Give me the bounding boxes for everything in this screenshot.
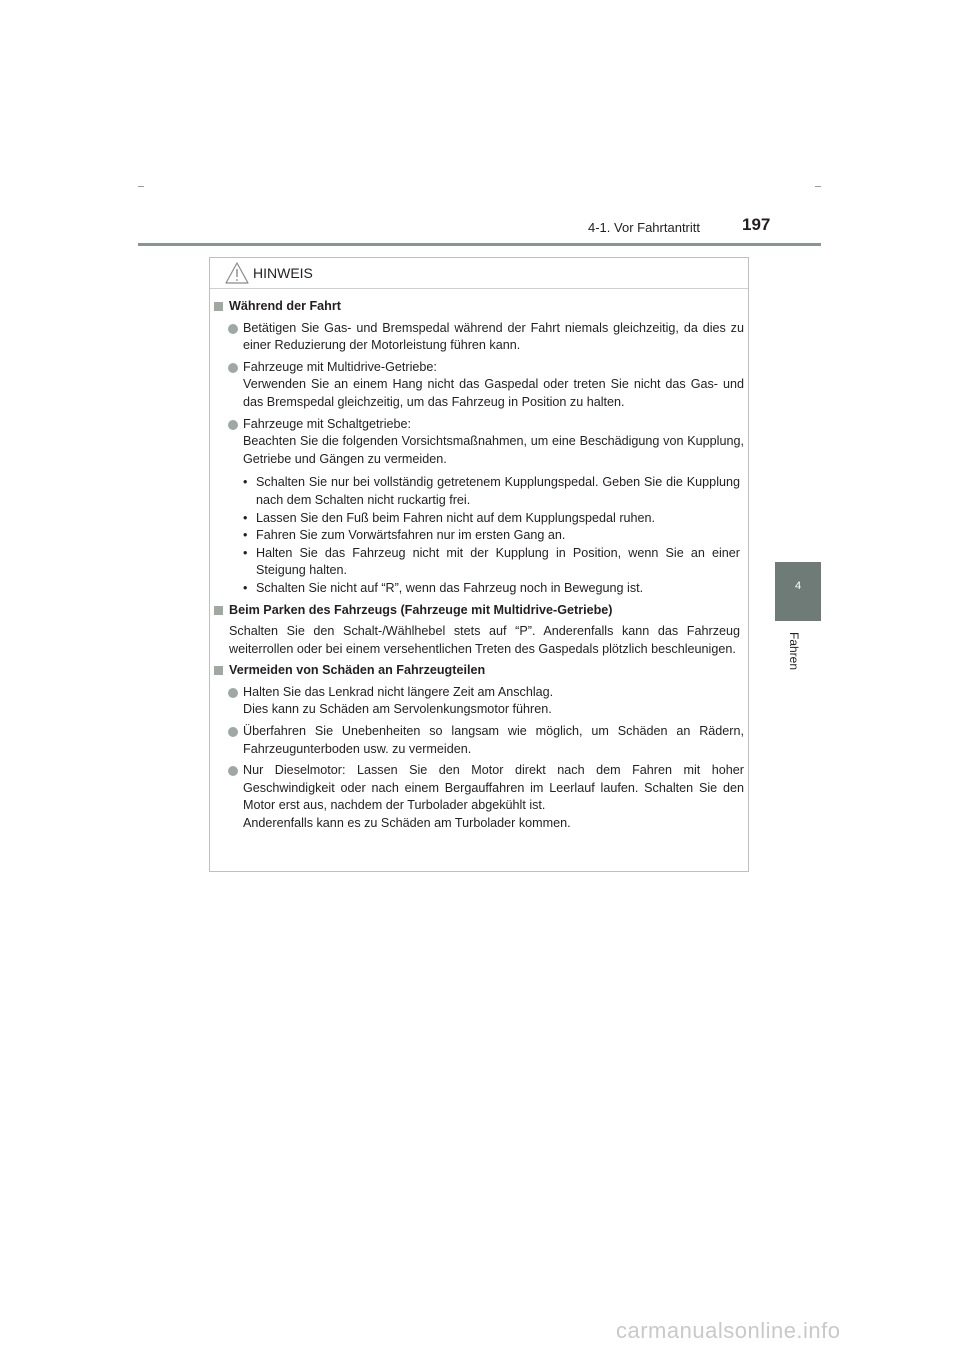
dot-marker: • [243, 580, 248, 595]
section-heading: Vermeiden von Schäden an Fahrzeugteilen [210, 662, 750, 680]
round-bullet-icon [228, 688, 238, 698]
chapter-tab [775, 562, 821, 621]
dot-marker: • [243, 510, 248, 525]
notice-content [210, 298, 750, 837]
round-bullet-icon [228, 363, 238, 373]
chapter-number: 4 [794, 580, 802, 592]
round-bullet-icon [228, 324, 238, 334]
chapter-label: Fahren [787, 632, 801, 671]
round-bullet-icon [228, 766, 238, 776]
notice-title: HINWEIS [253, 265, 313, 281]
section-paragraph: Schalten Sie den Schalt-/Wählhebel stets auf “P”. Anderenfalls kann das Fahrzeug weiterrollen oder bei einem versehentlichen Treten des Gaspedals plötzlich beschleunigen. [229, 624, 740, 656]
sub-list-item: • Schalten Sie nur bei vollständig getretenem Kupplungspedal. Geben Sie die Kupplung nach dem Schalten nicht ruckartig frei. [243, 475, 740, 507]
section-title: 4-1. Vor Fahrtantritt [588, 220, 700, 235]
list-item: Halten Sie das Lenkrad nicht längere Zeit am Anschlag. Dies kann zu Schäden am Servolenkungsmotor führen. [210, 684, 750, 719]
page-number: 197 [742, 215, 771, 234]
dot-marker: • [243, 475, 248, 490]
square-bullet-icon [214, 666, 223, 675]
notice-header [210, 258, 748, 289]
crop-mark-right [815, 186, 821, 187]
list-item: Nur Dieselmotor: Lassen Sie den Motor direkt nach dem Fahren mit hoher Geschwindigkeit oder nach einem Bergauffahren im Leerlauf laufen. Schalten Sie den Motor erst aus, nachdem der Turbolader abgekühlt ist. Anderenfalls kann es zu Schäden am Turbolader kommen. [210, 762, 750, 832]
dot-marker: • [243, 545, 248, 560]
sub-list-item: • Lassen Sie den Fuß beim Fahren nicht auf dem Kupplungspedal ruhen. [210, 510, 750, 528]
round-bullet-icon [228, 727, 238, 737]
sub-list-item: • Fahren Sie zum Vorwärtsfahren nur im ersten Gang an. [210, 527, 750, 545]
sub-list-item: • Halten Sie das Fahrzeug nicht mit der Kupplung in Position, wenn Sie an einer Steigung halten. [243, 545, 740, 578]
header-rule [138, 243, 821, 246]
dot-marker: • [243, 528, 248, 543]
warning-triangle-icon [225, 262, 249, 284]
list-item: Betätigen Sie Gas- und Bremspedal während der Fahrt niemals gleichzeitig, da dies zu einer Reduzierung der Motorleistung führen kann. [210, 320, 750, 355]
notice-box [209, 257, 749, 872]
square-bullet-icon [214, 606, 223, 615]
list-item: Fahrzeuge mit Schaltgetriebe: Beachten Sie die folgenden Vorsichtsmaßnahmen, um eine Beschädigung von Kupplung, Getriebe und Gängen zu vermeiden. [210, 416, 750, 469]
round-bullet-icon [228, 420, 238, 430]
section-heading: Beim Parken des Fahrzeugs (Fahrzeuge mit Multidrive-Getriebe) [210, 602, 750, 620]
list-item: Fahrzeuge mit Multidrive-Getriebe: Verwenden Sie an einem Hang nicht das Gaspedal oder treten Sie nicht das Gas- und das Bremspedal gleichzeitig, um das Fahrzeug in Position zu halten. [210, 359, 750, 412]
list-item: Überfahren Sie Unebenheiten so langsam wie möglich, um Schäden an Rädern, Fahrzeugunterboden usw. zu vermeiden. [210, 723, 750, 758]
section-heading: Während der Fahrt [210, 298, 750, 316]
square-bullet-icon [214, 302, 223, 311]
crop-mark-left [138, 186, 144, 187]
watermark: carmanualsonline.info [616, 1318, 841, 1343]
sub-list-item: • Schalten Sie nicht auf “R”, wenn das Fahrzeug noch in Bewegung ist. [210, 580, 750, 598]
